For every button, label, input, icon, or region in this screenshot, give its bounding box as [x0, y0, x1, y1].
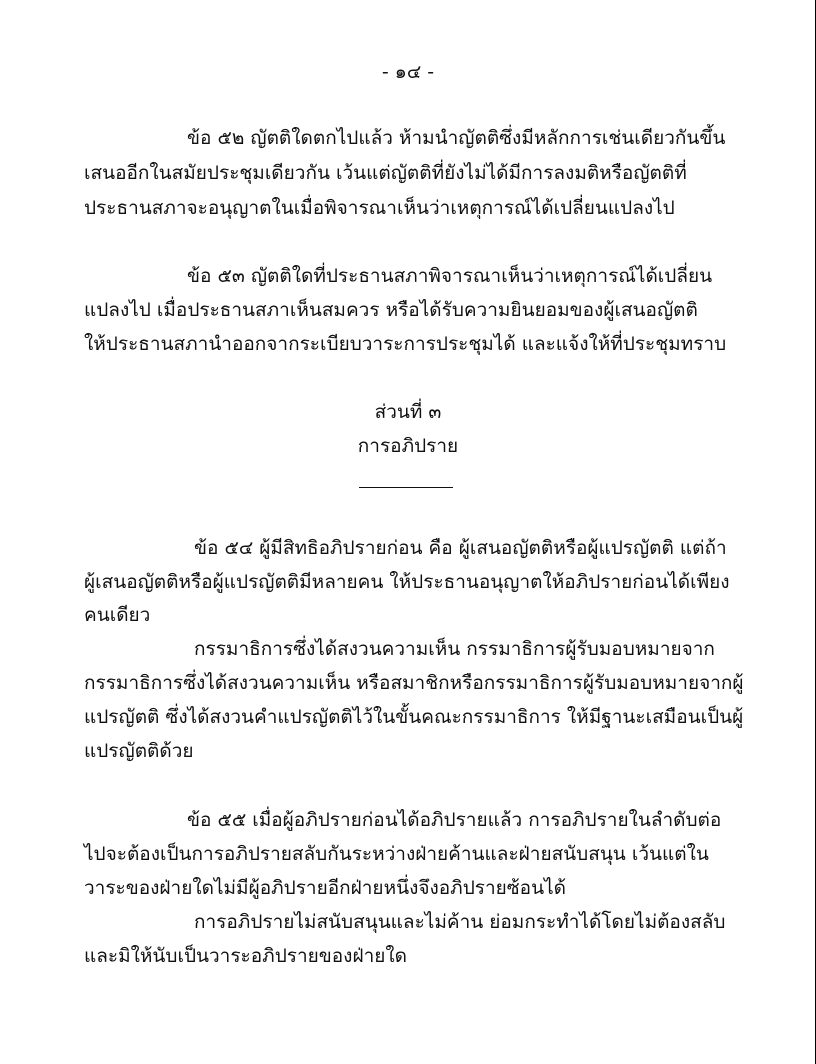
- clause-54-line-7: แปรญัตติด้วย: [84, 740, 194, 762]
- section-divider: [359, 487, 453, 488]
- clause-52-line-1: ข้อ ๕๒ ญัตติใดตกไปแล้ว ห้ามนำญัตติซึ่งมีหลักการเช่นเดียวกันขึ้น: [187, 127, 726, 149]
- section-title: การอภิปราย: [357, 435, 459, 457]
- clause-54-line-1: ข้อ ๕๔ ผู้มีสิทธิอภิปรายก่อน คือ ผู้เสนอญัตติหรือผู้แปรญัตติ แต่ถ้า: [194, 537, 727, 559]
- clause-53-line-3: ให้ประธานสภานำออกจากระเบียบวาระการประชุมได้ และแจ้งให้ที่ประชุมทราบ: [84, 333, 727, 355]
- clause-54-line-4: กรรมาธิการซึ่งได้สงวนความเห็น กรรมาธิการผู้รับมอบหมายจาก: [194, 638, 715, 660]
- clause-55-line-2: ไปจะต้องเป็นการอภิปรายสลับกันระหว่างฝ่ายค้านและฝ่ายสนับสนุน เว้นแต่ใน: [84, 843, 709, 865]
- clause-54-line-2: ผู้เสนอญัตติหรือผู้แปรญัตติมีหลายคน ให้ประธานอนุญาตให้อภิปรายก่อนได้เพียง: [84, 571, 730, 593]
- clause-53-line-1: ข้อ ๕๓ ญัตติใดที่ประธานสภาพิจารณาเห็นว่าเหตุการณ์ได้เปลี่ยน: [187, 265, 713, 287]
- clause-55-line-5: และมิให้นับเป็นวาระอภิปรายของฝ่ายใด: [84, 945, 407, 967]
- clause-55-line-3: วาระของฝ่ายใดไม่มีผู้อภิปรายอีกฝ่ายหนึ่งจึงอภิปรายซ้อนได้: [84, 877, 566, 899]
- clause-54-line-6: แปรญัตติ ซึ่งได้สงวนคำแปรญัตติไว้ในขั้นคณะกรรมาธิการ ให้มีฐานะเสมือนเป็นผู้: [84, 706, 744, 728]
- page-number: - ๑๔ -: [381, 61, 435, 83]
- clause-52-line-3: ประธานสภาจะอนุญาตในเมื่อพิจารณาเห็นว่าเหตุการณ์ได้เปลี่ยนแปลงไป: [84, 197, 675, 219]
- clause-54-line-3: คนเดียว: [84, 604, 151, 626]
- clause-55-line-1: ข้อ ๕๕ เมื่อผู้อภิปรายก่อนได้อภิปรายแล้ว การอภิปรายในลำดับต่อ: [187, 809, 722, 831]
- clause-54-line-5: กรรมาธิการซึ่งได้สงวนความเห็น หรือสมาชิกหรือกรรมาธิการผู้รับมอบหมายจากผู้: [84, 672, 744, 694]
- clause-55-line-4: การอภิปรายไม่สนับสนุนและไม่ค้าน ย่อมกระทำได้โดยไม่ต้องสลับ: [194, 911, 726, 933]
- section-number: ส่วนที่ ๓: [374, 401, 442, 423]
- clause-53-line-2: แปลงไป เมื่อประธานสภาเห็นสมควร หรือได้รับความยินยอมของผู้เสนอญัตติ: [84, 299, 698, 321]
- clause-52-line-2: เสนออีกในสมัยประชุมเดียวกัน เว้นแต่ญัตติที่ยังไม่ได้มีการลงมติหรือญัตติที่: [84, 162, 687, 184]
